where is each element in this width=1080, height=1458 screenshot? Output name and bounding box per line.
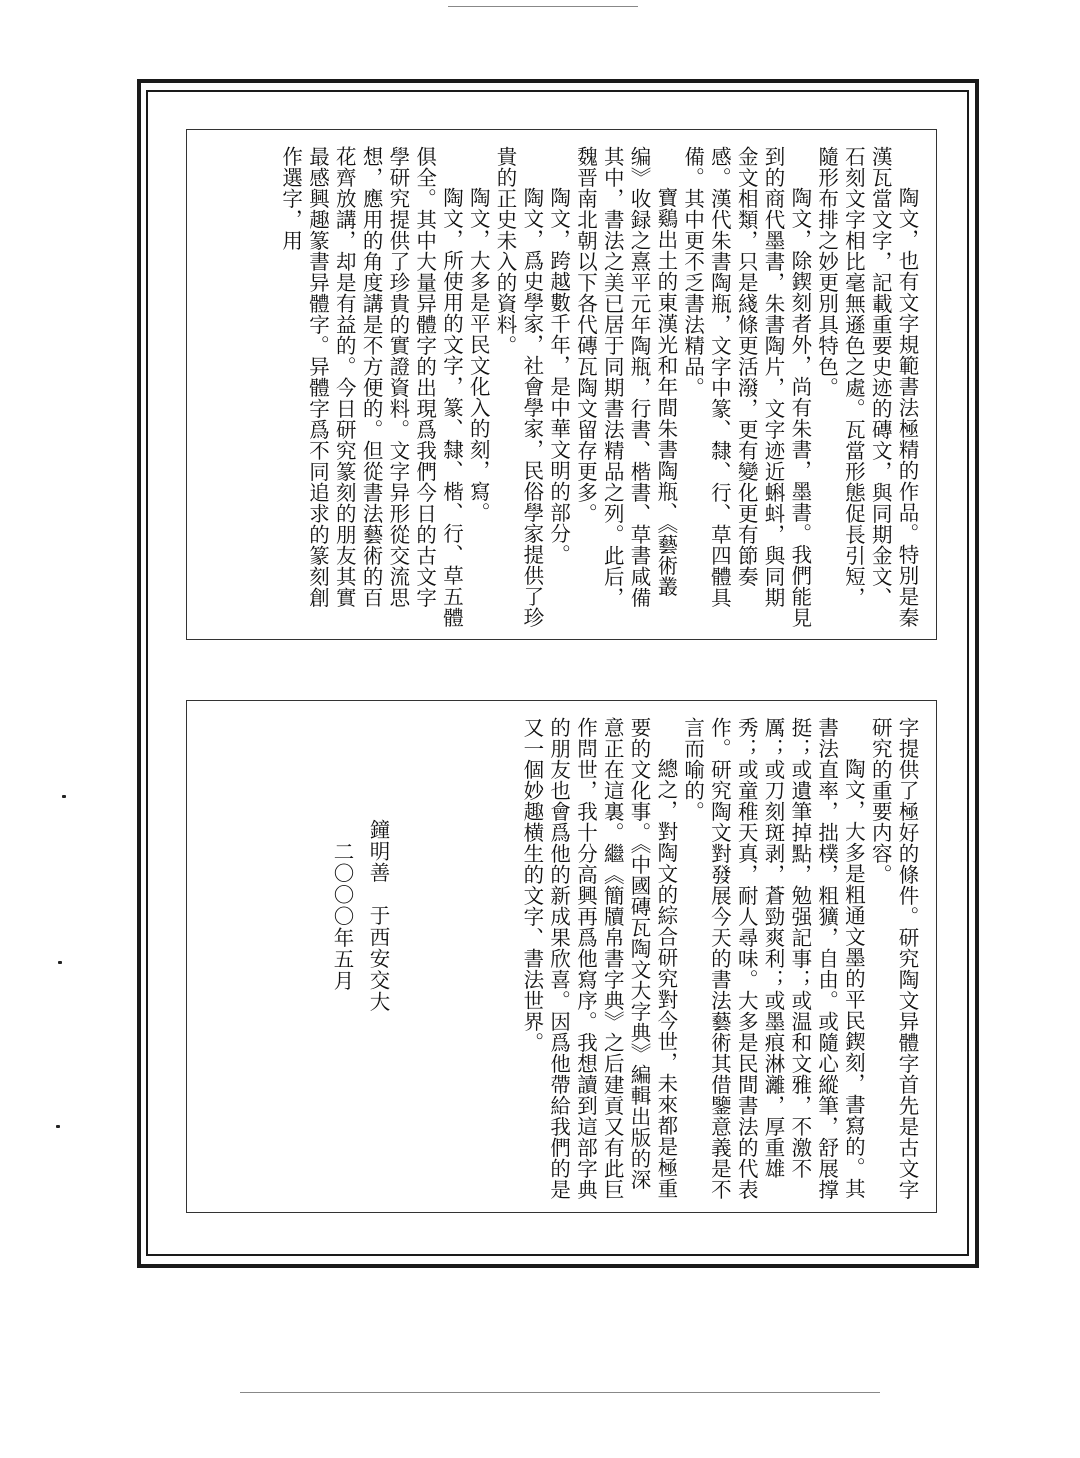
paragraph: 總之，對陶文的綜合研究對今世，未來都是極重要的文化事。《中國磚瓦陶文大字典》編輯出版的深意正在這裏。繼《簡牘帛書字典》之后建貢又有此巨作問世，我十分高興再爲他寫序。我想讀到這部字典的朋友也會爲他的新成果欣喜。因爲他帶給我們的是又一個妙趣横生的文字、書法世界。 — [519, 717, 678, 1200]
scan-bottom-rule — [240, 1392, 880, 1393]
bottom-text-panel — [186, 700, 937, 1213]
scan-mark — [56, 1125, 60, 1128]
signature-author: 鐘明善 于西安交大 — [366, 819, 390, 1013]
top-text-panel — [186, 129, 937, 640]
paragraph: 陶文，也有文字規範書法極精的作品。特別是秦漢瓦當文字，記載重要史迹的磚文，與同期金文、石刻文字相比毫無遜色之處。瓦當形態促長引短，隨形布排之妙更別具特色。 — [814, 146, 919, 628]
top-vertical-text — [220, 146, 920, 628]
paragraph: 字提供了極好的條件。研究陶文异體字首先是古文字研究的重要内容。 — [868, 717, 919, 1200]
scan-mark — [58, 961, 62, 964]
scan-mark — [62, 795, 66, 798]
bottom-vertical-text — [480, 717, 920, 1202]
paragraph: 陶文，大多是平民文化入的刻，寫。 — [466, 187, 491, 523]
paragraph: 陶文，跨越數千年，是中華文明的部分。 — [546, 187, 571, 565]
paragraph: 陶文，除鍥刻者外，尚有朱書，墨書。我們能見到的商代墨書，朱書陶片，文字迹近蝌蚪，與同期金文相類，只是綫條更活潑，更有變化更有節奏感。漢代朱書陶瓶，文字中篆、隸、行、草四體具備。其中更不乏書法精品。 — [680, 146, 812, 628]
paragraph: 陶文，爲史學家，社會學家，民俗學家提供了珍貴的正史未入的資料。 — [493, 146, 544, 628]
scan-top-rule — [448, 6, 638, 7]
paragraph: 陶文，所使用的文字，篆、隸、楷、行、草五體俱全。其中大量异體字的出現爲我們今日的古文字學研究提供了珍貴的實證資料。文字异形從交流思想，應用的角度講是不方便的。但從書法藝術的百花齊放講，却是有益的。今日研究篆刻的朋友其實最感興趣篆書异體字。异體字爲不同追求的篆刻創作選字，用 — [278, 146, 464, 628]
signature-date: 二〇〇〇年五月 — [330, 841, 354, 992]
paragraph: 寶鷄出土的東漢光和年間朱書陶瓶、《藝術叢编》收録之熹平元年陶瓶，行書、楷書、草書咸備其中，書法之美已居于同期書法精品之列。此后，魏晋南北朝以下各代磚瓦陶文留存更多。 — [573, 146, 678, 608]
paragraph: 陶文，大多是粗通文墨的平民鍥刻，書寫的。其書法直率，拙樸，粗獷，自由。或隨心縱筆，舒展撑挺；或遺筆掉點，勉强記事；或温和文雅，不激不厲；或刀刻斑剥，蒼勁爽利；或墨痕淋灕，厚重雄秀；或童稚天真，耐人尋味。大多是民間書法的代表作。研究陶文對發展今天的書法藝術其借鑒意義是不言而喻的。 — [680, 717, 866, 1200]
